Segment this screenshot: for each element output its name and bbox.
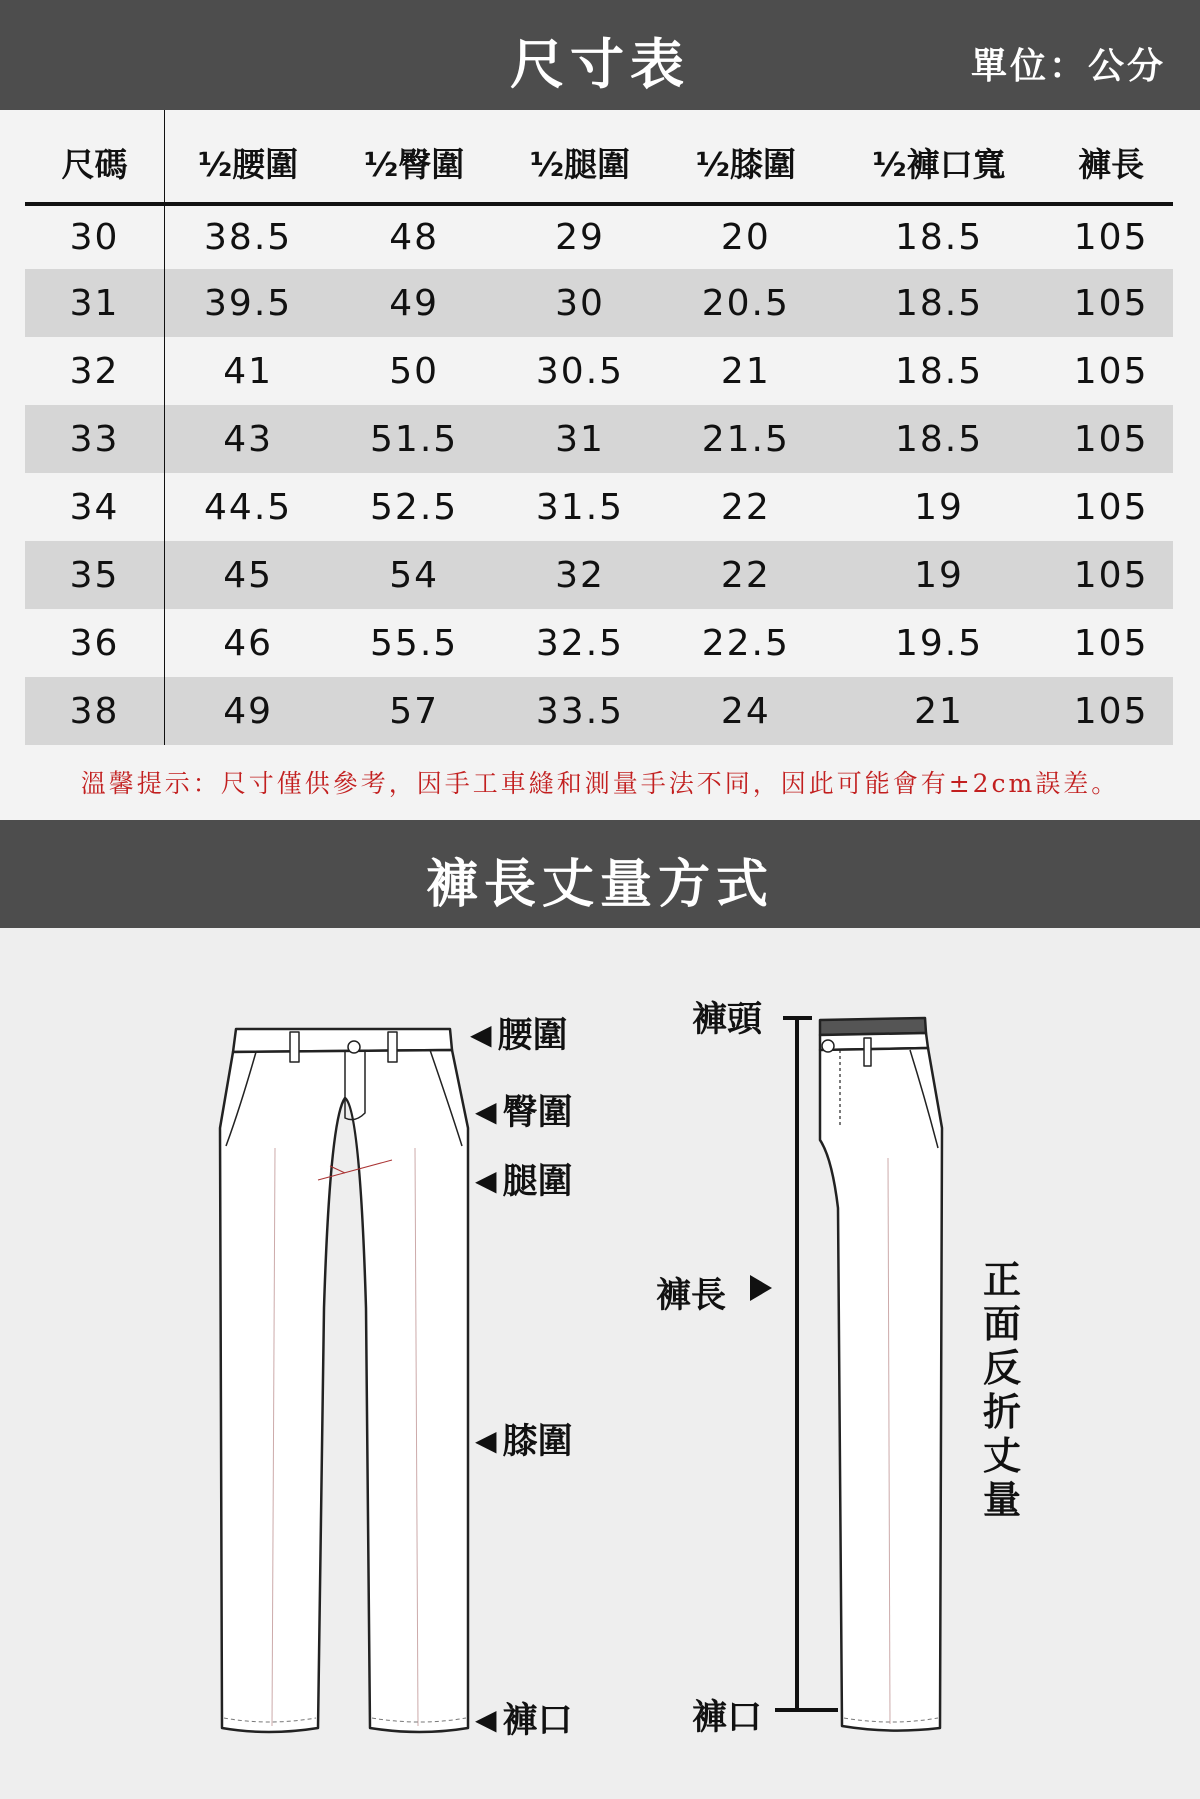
table-cell: 31.5: [535, 486, 625, 528]
notice-text: 溫馨提示：尺寸僅供參考，因手工車縫和測量手法不同，因此可能會有±2cm誤差。: [80, 769, 1120, 798]
table-cell: 20.5: [663, 269, 829, 337]
table-cell: 30: [25, 204, 165, 269]
table-cell: 31: [25, 269, 165, 337]
table-cell: 41: [223, 350, 273, 392]
length-label: 褲長: [656, 1276, 727, 1316]
side-hem-label: 褲口: [692, 1698, 763, 1738]
table-cell: 34: [25, 473, 165, 541]
table-cell: 32: [497, 541, 663, 609]
table-cell: 51.5: [331, 405, 497, 473]
fold-measure-note: 正面反折丈量: [982, 1258, 1021, 1522]
header-bar: [0, 0, 1200, 110]
table-cell: 22.5: [701, 622, 790, 664]
table-cell: 32: [25, 337, 165, 405]
table-cell: 49: [165, 677, 332, 745]
table-cell: 30.5: [535, 350, 625, 392]
table-row: [25, 677, 1173, 745]
page-title: 尺寸表: [510, 33, 690, 96]
table-cell: 50: [389, 350, 440, 392]
col-header: ½膝圍: [663, 110, 829, 204]
table-cell: 33.5: [497, 677, 663, 745]
table-cell: 45: [165, 541, 332, 609]
table-cell: 19: [829, 541, 1050, 609]
table-cell: 20: [663, 204, 829, 269]
table-cell: 39.5: [165, 269, 332, 337]
table-cell: 55.5: [370, 622, 459, 664]
table-cell: 105: [1049, 405, 1173, 473]
section-bar: [0, 820, 1200, 928]
table-cell: 105: [1073, 622, 1149, 664]
col-header: ½褲口寬: [829, 110, 1050, 204]
waist-label: ◀ 腰圍: [470, 1008, 568, 1058]
table-row: [25, 473, 1173, 541]
table-cell: 54: [331, 541, 497, 609]
side-pants-drawing: [820, 1018, 942, 1731]
table-cell: 38: [25, 677, 165, 745]
table-cell: 105: [1049, 677, 1173, 745]
table-cell: 105: [1049, 204, 1173, 269]
table-cell: 30: [497, 269, 663, 337]
thigh-label: ◀ 腿圍: [475, 1154, 573, 1204]
waistband-top-label: 褲頭: [692, 1000, 763, 1040]
table-cell: 57: [331, 677, 497, 745]
table-cell: 18.5: [829, 269, 1050, 337]
table-cell: 35: [25, 541, 165, 609]
table-cell: 21: [829, 677, 1050, 745]
table-row: [25, 269, 1173, 337]
table-cell: 105: [1073, 350, 1149, 392]
table-cell: 21.5: [663, 405, 829, 473]
hem-label: ◀ 褲口: [475, 1693, 573, 1743]
table-cell: 48: [331, 204, 497, 269]
table-cell: 44.5: [204, 486, 293, 528]
table-cell: 46: [223, 622, 273, 664]
col-header: 褲長: [1049, 110, 1173, 204]
length-arrow: [750, 1275, 772, 1301]
table-cell: 22: [663, 541, 829, 609]
measurement-diagram: [0, 928, 1200, 1799]
table-cell: 31: [497, 405, 663, 473]
table-cell: 19: [914, 486, 964, 528]
table-row: [25, 609, 1173, 677]
table-cell: 36: [25, 609, 165, 677]
table-cell: 105: [1073, 486, 1149, 528]
table-row: [25, 204, 1173, 269]
table-cell: 18.5: [894, 350, 984, 392]
table-cell: 22: [720, 486, 771, 528]
front-pants-drawing: [220, 1029, 468, 1732]
col-header: ½腰圍: [165, 110, 332, 204]
table-header-row: [25, 110, 1173, 204]
table-row: [25, 541, 1173, 609]
table-cell: 18.5: [829, 405, 1050, 473]
hip-label: ◀ 臀圍: [475, 1085, 573, 1135]
table-cell: 32.5: [535, 622, 625, 664]
col-header: 尺碼: [25, 110, 165, 204]
section-title: 褲長丈量方式: [425, 855, 774, 915]
table-cell: 24: [663, 677, 829, 745]
table-cell: 33: [25, 405, 165, 473]
table-row: [25, 337, 1173, 405]
unit-label: 單位：公分: [970, 46, 1166, 87]
table-cell: 49: [331, 269, 497, 337]
table-cell: 38.5: [165, 204, 332, 269]
table-cell: 18.5: [829, 204, 1050, 269]
table-cell: 29: [497, 204, 663, 269]
table-cell: 105: [1049, 269, 1173, 337]
table-cell: 21: [720, 350, 771, 392]
col-header: ½臀圍: [331, 110, 497, 204]
table-row: [25, 405, 1173, 473]
table-cell: 52.5: [370, 486, 459, 528]
table-cell: 105: [1049, 541, 1173, 609]
knee-label: ◀ 膝圍: [475, 1414, 573, 1464]
table-cell: 43: [165, 405, 332, 473]
table-cell: 19.5: [894, 622, 984, 664]
col-header: ½腿圍: [497, 110, 663, 204]
size-table: [25, 110, 1173, 745]
size-table-area: [0, 110, 1200, 820]
